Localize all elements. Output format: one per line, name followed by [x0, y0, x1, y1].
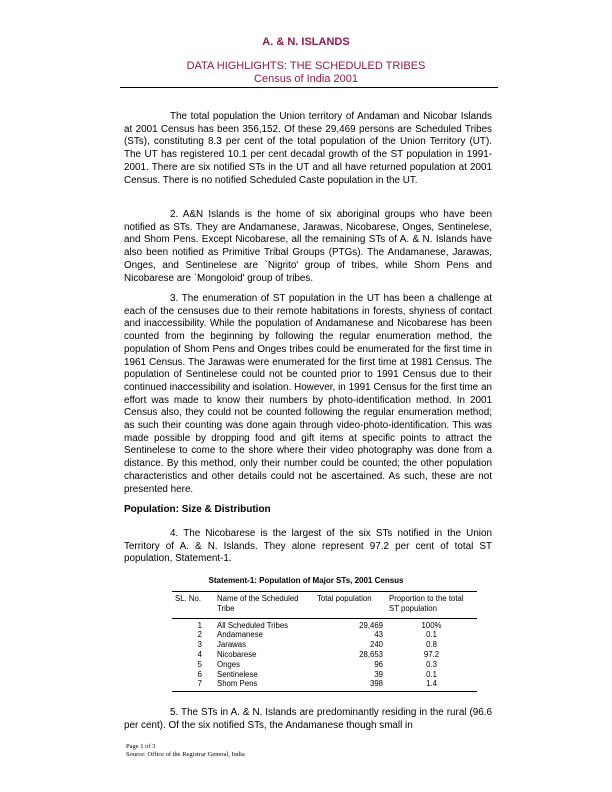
cell-tribe-name: All Scheduled Tribes: [217, 620, 289, 630]
header-divider: [120, 87, 498, 88]
cell-proportion: 0.1: [426, 630, 437, 640]
cell-population: 28,653: [359, 649, 383, 659]
cell-sl-no: 2: [197, 630, 202, 640]
cell-sl-no: 4: [197, 649, 202, 659]
column-header-total-population: Total population: [314, 592, 386, 619]
cell-proportion: 97.2: [423, 649, 440, 659]
page-footer: [126, 743, 245, 759]
cell-tribe-name: Shom Pens: [214, 679, 314, 691]
table-row: [172, 670, 477, 680]
cell-tribe-name: Sentinelese: [217, 669, 258, 679]
cell-proportion: 1.4: [386, 679, 477, 691]
cell-tribe-name: Jarawas: [217, 640, 247, 650]
paragraph-1: The total population the Union territory of Andaman and Nicobar Islands at 2001 Census has been 356,152. Of these 29,469 persons are Scheduled Tribes (STs), constituting 8.3 per cent of the total population of the Union Territory (UT). The UT has registered 10.1 per cent decadal growth of the ST population in 1991-2001. There are six notified STs in the UT and all have returned population at 2001 Census. There is no notified Scheduled Caste population in the UT.: [124, 111, 492, 186]
paragraph-4: 4. The Nicobarese is the largest of the six STs notified in the Union Territory of A. & N. Islands. They alone represent 97.2 per cent of total ST population, Statement-1.: [124, 528, 492, 565]
cell-proportion: 100%: [421, 620, 442, 630]
source-note: Source: Office of the Registrar General, India: [126, 751, 245, 758]
cell-tribe-name: Andamanese: [217, 630, 263, 640]
subtitle-line-2: Census of India 2001: [254, 73, 358, 85]
cell-population: 240: [369, 640, 383, 650]
cell-population: 29,469: [359, 620, 383, 630]
column-header-proportion: Proportion to the total ST population: [386, 592, 477, 619]
cell-tribe-name: Nicobarese: [217, 649, 257, 659]
section-heading: Population: Size & Distribution: [124, 504, 271, 515]
paragraph-3: 3. The enumeration of ST population in the UT has been a challenge at each of the censuses due to their remote habitations in forests, shyness of contact and inaccessibility. While the population of Andamanese and Nicobarese has been counted from the beginning by following the regular enumeration method, the population of Shom Pens and Onges tribes could be enumerated for the first time in 1961 Census. The Jarawas were enumerated for the first time at 1981 Census. The population of Sentinelese could not be counted prior to 1991 Census due to their continued inaccessibility and isolation. However, in 1991 Census for the first time an effort was made to know their numbers by photo-identification method. In 2001 Census also, they could not be counted following the regular enumeration method; as such their counting was done again through video-photo-identification. This was made possible by dropping food and gift items at specific points to attract the Sentinelese to come to the shore where their video photography was done from a distance. By this method, only their number could be counted; the other population characteristics and other details could not be ascertained. As such, these are not presented here.: [124, 293, 492, 495]
table-row: [172, 660, 477, 670]
column-header-tribe-name: Name of the Scheduled Tribe: [214, 592, 314, 619]
table-row: [172, 640, 477, 650]
statement-table: [172, 591, 477, 692]
table-row: [172, 630, 477, 640]
table-row: [172, 618, 477, 630]
cell-sl-no: 3: [197, 640, 202, 650]
cell-population: 43: [374, 630, 383, 640]
document-title: A. & N. ISLANDS: [262, 36, 350, 48]
document-subtitle: [0, 60, 612, 86]
cell-population: 96: [374, 659, 383, 669]
cell-proportion: 0.1: [426, 669, 437, 679]
cell-sl-no: 7: [172, 679, 214, 691]
table-row: [172, 679, 477, 691]
cell-sl-no: 5: [197, 659, 202, 669]
column-header-sl-no: SL. No.: [172, 592, 214, 619]
cell-population: 39: [374, 669, 383, 679]
cell-proportion: 0.8: [426, 640, 437, 650]
paragraph-5: 5. The STs in A. & N. Islands are predominantly residing in the rural (96.6 per cent). Of the six notified STs, the Andamanese though small in: [124, 707, 492, 731]
paragraph-2: 2. A&N Islands is the home of six aboriginal groups who have been notified as STs. They are Andamanese, Jarawas, Nicobarese, Onges, Sentinelese, and Shom Pens. Except Nicobarese, all the remaining STs of A. & N. Islands have also been notified as Primitive Tribal Groups (PTGs). The Andamanese, Jarawas, Onges, and Sentinelese are `Nigrito' group of tribes, while Shom Pens and Nicobarese are `Mongoloid' group of tribes.: [124, 209, 492, 284]
cell-population: 398: [314, 679, 386, 691]
cell-tribe-name: Onges: [217, 659, 240, 669]
subtitle-line-1: DATA HIGHLIGHTS: THE SCHEDULED TRIBES: [186, 60, 426, 72]
cell-sl-no: 1: [197, 620, 202, 630]
page-number: Page 1 of 3: [126, 743, 156, 750]
table-row: [172, 650, 477, 660]
table-header-row: [172, 592, 477, 619]
cell-proportion: 0.3: [426, 659, 437, 669]
statement-title: Statement-1: Population of Major STs, 2001 Census: [208, 576, 404, 585]
cell-sl-no: 6: [197, 669, 202, 679]
